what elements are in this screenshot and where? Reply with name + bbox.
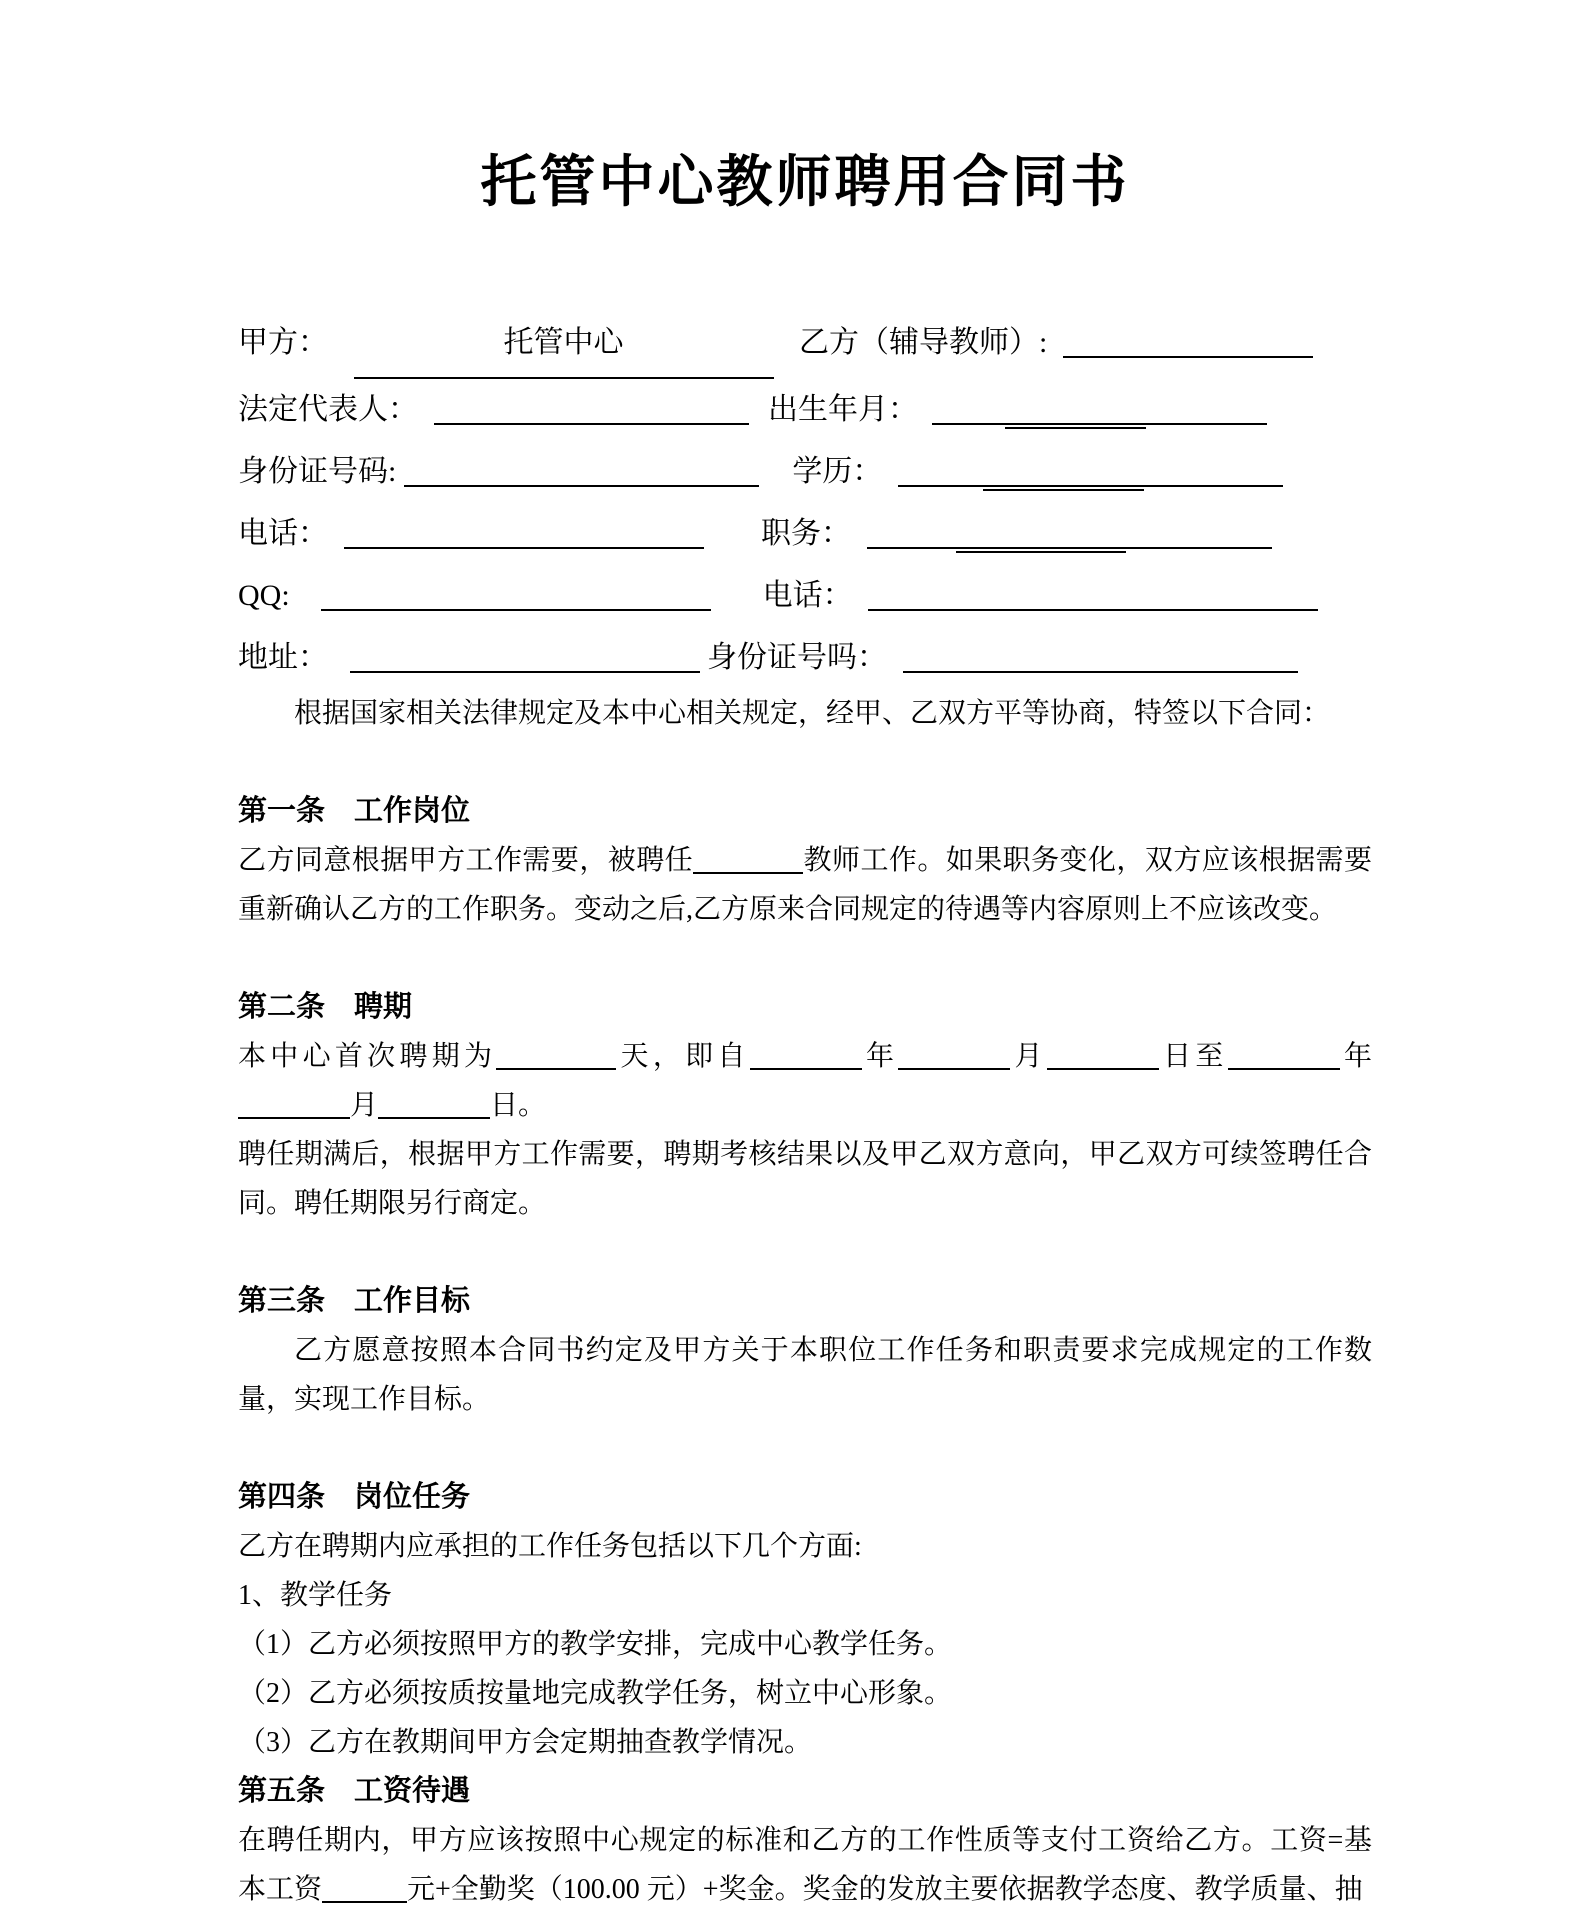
blank-term-days[interactable] xyxy=(496,1060,616,1070)
form-row-qq-phone xyxy=(238,565,1372,627)
party-a-value: 托管中心 xyxy=(503,326,624,359)
section2-term-line xyxy=(238,1032,1372,1130)
blank-phone-b[interactable] xyxy=(868,597,1318,611)
blank-party-a-name[interactable] xyxy=(354,312,774,379)
blank-phone-a[interactable] xyxy=(344,535,704,549)
section4-line-intro: 乙方在聘期内应承担的工作任务包括以下几个方面: xyxy=(238,1531,862,1562)
blank-end-year[interactable] xyxy=(1228,1060,1340,1070)
blank-start-year[interactable] xyxy=(750,1060,862,1070)
form-row-address-id xyxy=(238,627,1372,689)
section2-text-4: 月 xyxy=(1010,1041,1047,1072)
blank-base-salary[interactable] xyxy=(322,1893,407,1903)
section2-renewal-paragraph: 聘任期满后，根据甲方工作需要，聘期考核结果以及甲乙双方意向，甲乙双方可续签聘任合同。聘任期限另行商定。 xyxy=(238,1139,1372,1219)
section1-text-1: 乙方同意根据甲方工作需要，被聘任 xyxy=(238,845,694,876)
label-education: 学历： xyxy=(792,455,883,488)
label-phone-b: 电话： xyxy=(762,579,853,612)
form-row-id-education xyxy=(238,441,1372,503)
label-id-number-a: 身份证号码: xyxy=(238,455,397,488)
section2-text-8: 日。 xyxy=(490,1090,547,1121)
blank-appointed-subject[interactable] xyxy=(693,864,803,874)
blank-address[interactable] xyxy=(350,659,700,673)
section1-heading: 第一条 工作岗位 xyxy=(238,795,471,827)
label-address: 地址： xyxy=(238,641,328,674)
section5-text-2: 元+全勤奖（100.00 元）+奖金。奖金的发放主要依据教学态度、教学质量、抽 xyxy=(407,1874,1363,1905)
section4-item-2: （2）乙方必须按质按量地完成教学任务，树立中心形象。 xyxy=(238,1678,953,1709)
section5-text-1: 在聘任期内，甲方应该按照中心规定的标准和乙方的工作性质等支付工资给乙方。工资=基本工资 xyxy=(238,1825,1372,1905)
section4-line-teaching-tasks: 1、教学任务 xyxy=(238,1580,393,1611)
section1-body xyxy=(238,836,1372,934)
section3-heading: 第三条 工作目标 xyxy=(238,1285,471,1317)
label-position: 职务： xyxy=(761,517,851,550)
document-title: 托管中心教师聘用合同书 xyxy=(480,150,1130,213)
form-row-parties xyxy=(238,312,1372,379)
section2-heading: 第二条 聘期 xyxy=(238,991,413,1023)
blank-start-day[interactable] xyxy=(1047,1060,1159,1070)
blank-end-month[interactable] xyxy=(238,1109,350,1119)
form-row-phone-position xyxy=(238,503,1372,565)
label-legal-representative: 法定代表人： xyxy=(238,393,418,426)
blank-end-day[interactable] xyxy=(378,1109,490,1119)
section5-heading: 第五条 工资待遇 xyxy=(238,1775,471,1807)
blank-id-number-b[interactable] xyxy=(903,659,1298,673)
section5-body xyxy=(238,1816,1372,1914)
label-party-b: 乙方（辅导教师）: xyxy=(799,326,1048,359)
blank-start-month[interactable] xyxy=(898,1060,1010,1070)
section2-text-6: 年 xyxy=(1339,1041,1372,1072)
intro-paragraph: 根据国家相关法律规定及本中心相关规定，经甲、乙双方平等协商，特签以下合同： xyxy=(294,698,1331,729)
blank-education[interactable] xyxy=(898,473,1283,487)
party-info-form xyxy=(238,312,1372,689)
section4-item-3: （3）乙方在教期间甲方会定期抽查教学情况。 xyxy=(238,1727,813,1758)
label-phone-a: 电话： xyxy=(238,517,328,550)
section4-item-1: （1）乙方必须按照甲方的教学安排，完成中心教学任务。 xyxy=(238,1629,953,1660)
section2-text-7: 月 xyxy=(350,1090,379,1121)
section3-body: 乙方愿意按照本合同书约定及甲方关于本职位工作任务和职责要求完成规定的工作数量，实现工作目标。 xyxy=(238,1335,1372,1415)
label-qq: QQ: xyxy=(238,579,290,612)
section2-text-1: 本中心首次聘期为 xyxy=(238,1041,497,1072)
blank-id-number-a[interactable] xyxy=(404,473,759,487)
label-id-number-b: 身份证号吗： xyxy=(707,641,887,674)
section4-heading: 第四条 岗位任务 xyxy=(238,1481,471,1513)
section2-text-3: 年 xyxy=(861,1041,899,1072)
blank-position[interactable] xyxy=(867,535,1272,549)
blank-qq[interactable] xyxy=(321,597,711,611)
blank-legal-representative[interactable] xyxy=(434,411,749,425)
blank-party-b-name[interactable] xyxy=(1063,344,1313,358)
section2-text-5: 日至 xyxy=(1158,1041,1228,1072)
form-row-representative-birth xyxy=(238,379,1372,441)
section2-text-2: 天，即自 xyxy=(616,1041,750,1072)
label-birth-date: 出生年月： xyxy=(768,393,918,426)
blank-birth-date[interactable] xyxy=(932,411,1267,425)
section1-text-2: 教师工作。如果职务变化，双方应该根据需要重新确认乙方的工作职务。变动之后,乙方原来合同规定的待遇等内容原则上不应该改变。 xyxy=(238,845,1372,925)
label-party-a: 甲方： xyxy=(238,326,328,359)
